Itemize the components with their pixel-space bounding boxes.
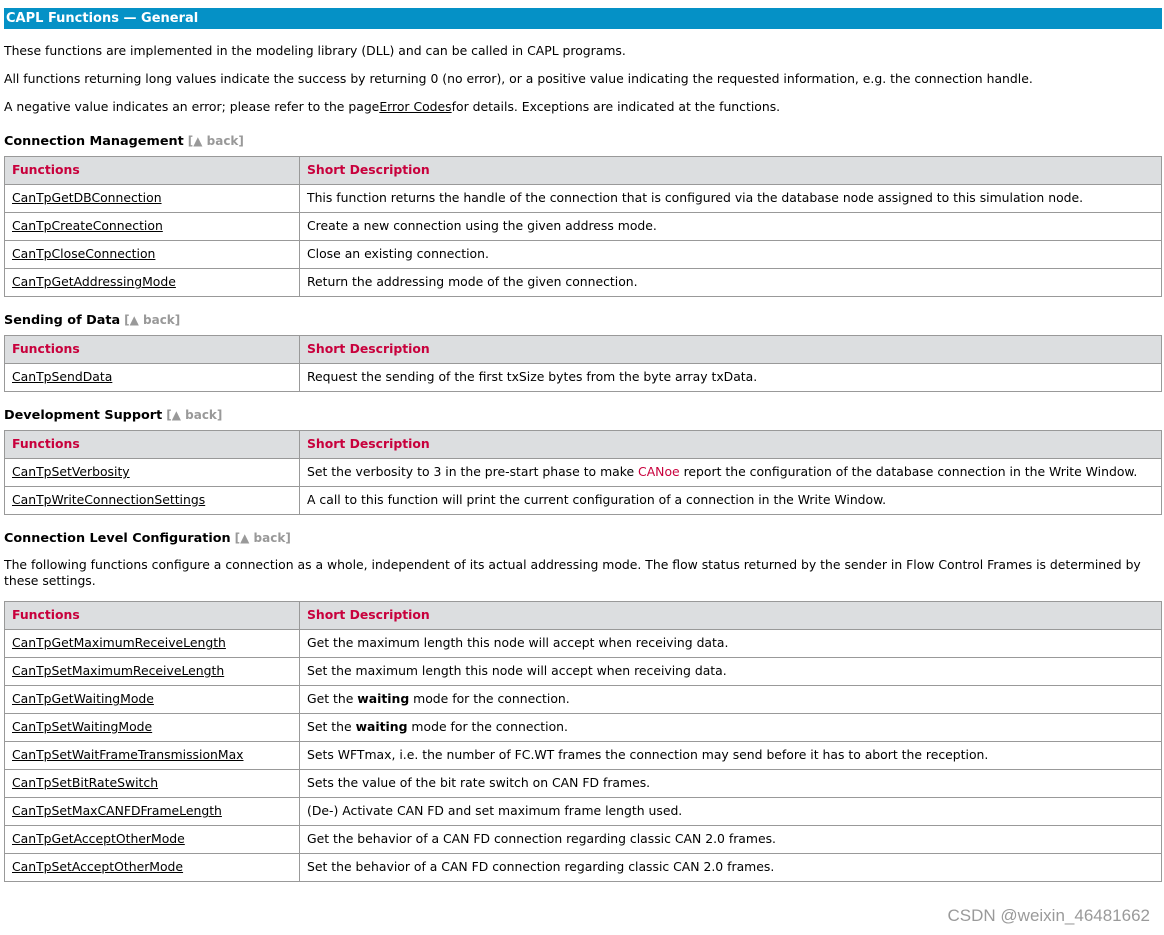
description-text: waiting xyxy=(357,691,410,706)
column-header-functions: Functions xyxy=(5,602,300,630)
function-cell xyxy=(5,854,300,882)
description-cell xyxy=(300,185,1162,213)
function-link[interactable]: CanTpSetMaximumReceiveLength xyxy=(12,663,225,678)
table-header-row xyxy=(5,336,1162,364)
function-cell xyxy=(5,714,300,742)
table-row xyxy=(5,854,1162,882)
description-cell xyxy=(300,770,1162,798)
description-text: mode for the connection. xyxy=(409,691,570,706)
function-link[interactable]: CanTpGetWaitingMode xyxy=(12,691,154,706)
function-link[interactable]: CanTpWriteConnectionSettings xyxy=(12,492,206,507)
back-link[interactable]: [▲ back] xyxy=(124,313,181,327)
description-cell xyxy=(300,742,1162,770)
functions-table xyxy=(4,601,1162,882)
function-cell xyxy=(5,364,300,392)
function-link[interactable]: CanTpSetBitRateSwitch xyxy=(12,775,159,790)
function-cell xyxy=(5,213,300,241)
function-cell xyxy=(5,826,300,854)
description-text: This function returns the handle of the connection that is configured via the database node assigned to this simulation node. xyxy=(307,190,1084,205)
function-cell xyxy=(5,241,300,269)
function-link[interactable]: CanTpCloseConnection xyxy=(12,246,156,261)
function-cell xyxy=(5,459,300,487)
table-header-row xyxy=(5,602,1162,630)
intro-paragraph: These functions are implemented in the modeling library (DLL) and can be called in CAPL programs. xyxy=(4,42,626,58)
description-cell xyxy=(300,630,1162,658)
description-text: Set the verbosity to 3 in the pre-start phase to make xyxy=(307,464,639,479)
description-cell xyxy=(300,854,1162,882)
column-header-description: Short Description xyxy=(300,157,1162,185)
table-row xyxy=(5,658,1162,686)
section-heading xyxy=(4,305,1162,335)
description-text: Get the behavior of a CAN FD connection regarding classic CAN 2.0 frames. xyxy=(307,831,776,846)
sections xyxy=(4,126,1162,882)
description-text: mode for the connection. xyxy=(407,719,568,734)
back-link[interactable]: [▲ back] xyxy=(166,408,223,422)
description-text: Get the maximum length this node will accept when receiving data. xyxy=(307,635,729,650)
column-header-description: Short Description xyxy=(300,431,1162,459)
function-cell xyxy=(5,630,300,658)
function-link[interactable]: CanTpSetWaitFrameTransmissionMax xyxy=(12,747,244,762)
description-text: Set the behavior of a CAN FD connection regarding classic CAN 2.0 frames. xyxy=(307,859,775,874)
table-header-row xyxy=(5,157,1162,185)
intro-paragraph: All functions returning long values indicate the success by returning 0 (no error), or a positive value indicating the requested information, e.g. the connection handle. xyxy=(4,70,1033,86)
intro-paragraph xyxy=(4,92,1162,120)
description-cell xyxy=(300,826,1162,854)
section-heading xyxy=(4,400,1162,430)
description-text: (De-) Activate CAN FD and set maximum frame length used. xyxy=(307,803,683,818)
description-cell xyxy=(300,459,1162,487)
description-text: Get the xyxy=(307,691,358,706)
description-cell xyxy=(300,269,1162,297)
table-row xyxy=(5,630,1162,658)
section-title: Connection Management xyxy=(4,133,184,149)
functions-table xyxy=(4,430,1162,515)
column-header-functions: Functions xyxy=(5,336,300,364)
description-text: Set the maximum length this node will accept when receiving data. xyxy=(307,663,727,678)
product-name: CANoe xyxy=(638,464,680,479)
description-cell xyxy=(300,241,1162,269)
error-codes-link[interactable]: Error Codes xyxy=(379,98,452,114)
functions-table xyxy=(4,156,1162,297)
description-cell xyxy=(300,686,1162,714)
description-cell xyxy=(300,487,1162,515)
function-cell xyxy=(5,269,300,297)
description-text: report the configuration of the database connection in the Write Window. xyxy=(679,464,1138,479)
description-cell xyxy=(300,714,1162,742)
function-cell xyxy=(5,742,300,770)
description-text: A call to this function will print the current configuration of a connection in the Write Window. xyxy=(307,492,887,507)
table-row xyxy=(5,269,1162,297)
intro-text: for details. Exceptions are indicated at the functions. xyxy=(451,98,781,114)
function-cell xyxy=(5,798,300,826)
column-header-functions: Functions xyxy=(5,157,300,185)
function-link[interactable]: CanTpGetAddressingMode xyxy=(12,274,176,289)
function-link[interactable]: CanTpGetMaximumReceiveLength xyxy=(12,635,226,650)
functions-table xyxy=(4,335,1162,392)
table-row xyxy=(5,714,1162,742)
function-cell xyxy=(5,770,300,798)
back-link[interactable]: [▲ back] xyxy=(187,134,244,148)
function-link[interactable]: CanTpGetDBConnection xyxy=(12,190,162,205)
description-text: Set the xyxy=(307,719,356,734)
page-title: CAPL Functions — General xyxy=(4,8,1162,29)
section-title: Development Support xyxy=(4,407,163,423)
function-link[interactable]: CanTpSetAcceptOtherMode xyxy=(12,859,184,874)
description-cell xyxy=(300,798,1162,826)
table-row xyxy=(5,185,1162,213)
table-row xyxy=(5,364,1162,392)
function-link[interactable]: CanTpSetMaxCANFDFrameLength xyxy=(12,803,222,818)
column-header-description: Short Description xyxy=(300,336,1162,364)
section-title: Sending of Data xyxy=(4,312,121,328)
function-cell xyxy=(5,185,300,213)
description-text: Sets WFTmax, i.e. the number of FC.WT frames the connection may send before it has to abort the reception. xyxy=(307,747,989,762)
description-text: Return the addressing mode of the given connection. xyxy=(307,274,638,289)
function-cell xyxy=(5,487,300,515)
description-text: Close an existing connection. xyxy=(307,246,489,261)
table-row xyxy=(5,742,1162,770)
description-text: Request the sending of the first txSize bytes from the byte array txData. xyxy=(307,369,758,384)
description-cell xyxy=(300,213,1162,241)
function-cell xyxy=(5,686,300,714)
function-link[interactable]: CanTpSendData xyxy=(12,369,113,384)
table-header-row xyxy=(5,431,1162,459)
column-header-description: Short Description xyxy=(300,602,1162,630)
section-heading xyxy=(4,126,1162,156)
table-row xyxy=(5,826,1162,854)
table-row xyxy=(5,487,1162,515)
back-link[interactable]: [▲ back] xyxy=(234,531,291,545)
section-title: Connection Level Configuration xyxy=(4,530,231,546)
function-link[interactable]: CanTpCreateConnection xyxy=(12,218,163,233)
function-link[interactable]: CanTpGetAcceptOtherMode xyxy=(12,831,185,846)
content xyxy=(4,36,1162,890)
table-row xyxy=(5,213,1162,241)
table-row xyxy=(5,798,1162,826)
column-header-functions: Functions xyxy=(5,431,300,459)
function-link[interactable]: CanTpSetVerbosity xyxy=(12,464,130,479)
function-cell xyxy=(5,658,300,686)
description-cell xyxy=(300,658,1162,686)
intro-text: A negative value indicates an error; please refer to the page xyxy=(4,98,380,114)
function-link[interactable]: CanTpSetWaitingMode xyxy=(12,719,153,734)
description-text: Create a new connection using the given address mode. xyxy=(307,218,657,233)
watermark: CSDN @weixin_46481662 xyxy=(947,906,1150,925)
section-heading xyxy=(4,523,1162,553)
description-text: waiting xyxy=(355,719,408,734)
table-row xyxy=(5,686,1162,714)
table-row xyxy=(5,241,1162,269)
description-cell xyxy=(300,364,1162,392)
table-row xyxy=(5,459,1162,487)
table-row xyxy=(5,770,1162,798)
section-note: The following functions configure a connection as a whole, independent of its actual addressing mode. The flow status returned by the sender in Flow Control Frames is determined by these settings. xyxy=(4,557,1141,588)
description-text: Sets the value of the bit rate switch on CAN FD frames. xyxy=(307,775,651,790)
